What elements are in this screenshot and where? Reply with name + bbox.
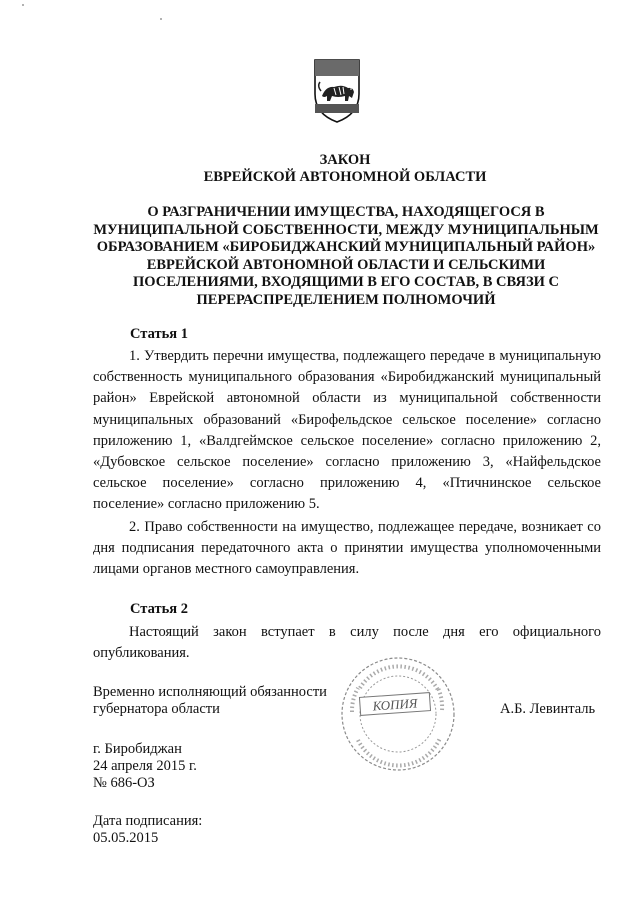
stamp-label: КОПИЯ — [372, 695, 418, 714]
signatory-position-line-1: Временно исполняющий обязанности — [93, 684, 327, 700]
region-title: ЕВРЕЙСКОЙ АВТОНОМНОЙ ОБЛАСТИ — [203, 169, 487, 185]
article-1-paragraph-1: 1. Утвердить перечни имущества, подлежащего передаче в муниципальную собственность муниципального образования «Биробиджанский муниципальный район» Еврейской автономной области из муниципальной собственности муниципальных образований «Бирофельдское сельское поселение» согласно приложению 1, «Валдгеймское сельское поселение» согласно приложению 2, «Дубовское сельское поселение» согласно приложению 3, «Найфельдское сельское поселение» согласно приложению 4, «Птичнинское сельское поселение» согласно приложению 5. — [93, 348, 601, 513]
article-1-heading: Статья 1 — [130, 326, 188, 342]
article-2-paragraph-1: Настоящий закон вступает в силу после дня его официального опубликования. — [93, 624, 601, 662]
law-title: ЗАКОН — [319, 152, 371, 168]
signing-date-value: 05.05.2015 — [93, 830, 159, 846]
signing-date-label: Дата подписания: — [93, 813, 203, 829]
signatory-name: А.Б. Левинталь — [500, 701, 596, 717]
law-number: № 686-ОЗ — [93, 775, 155, 791]
signatory-position-line-2: губернатора области — [93, 701, 220, 717]
article-2-heading: Статья 2 — [130, 601, 188, 617]
copy-stamp-seal — [330, 652, 460, 780]
city-label: г. Биробиджан — [93, 741, 182, 757]
scan-speck — [22, 4, 24, 6]
coat-of-arms-emblem — [312, 58, 362, 124]
law-subject: О РАЗГРАНИЧЕНИИ ИМУЩЕСТВА, НАХОДЯЩЕГОСЯ В МУНИЦИПАЛЬНОЙ СОБСТВЕННОСТИ, МЕЖДУ МУНИЦИПАЛЬНЫМ ОБРАЗОВАНИЕМ «БИРОБИДЖАНСКИЙ МУНИЦИПАЛЬНЫЙ РАЙОН» ЕВРЕЙСКОЙ АВТОНОМНОЙ ОБЛАСТИ И СЕЛЬСКИМИ ПОСЕЛЕНИЯМИ, ВХОДЯЩИМИ В ЕГО СОСТАВ, В СВЯЗИ С ПЕРЕРАСПРЕДЕЛЕНИЕМ ПОЛНОМОЧИЙ — [93, 204, 599, 308]
law-date: 24 апреля 2015 г. — [93, 758, 197, 774]
article-1-paragraph-2: 2. Право собственности на имущество, подлежащее передаче, возникает со дня подписания передаточного акта о принятии имущества уполномоченными лицами органов местного самоуправления. — [93, 519, 601, 578]
scan-speck — [160, 18, 162, 20]
